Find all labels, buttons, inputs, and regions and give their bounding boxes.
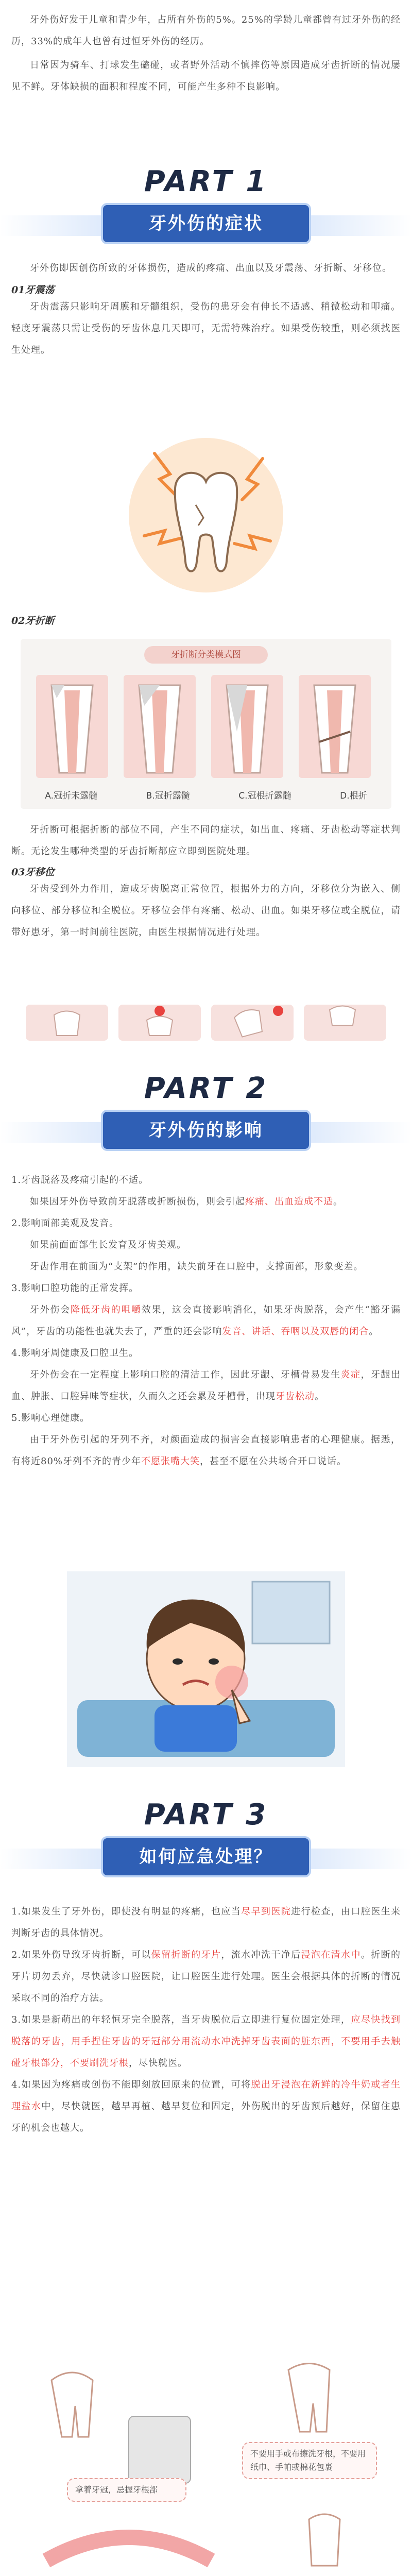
displacement-illustration-strip xyxy=(21,999,391,1046)
part1-paragraph-4: 牙齿受到外力作用，造成牙齿脱离正常位置，根据外力的方向，牙移位分为嵌入、侧向移位、部分移位和全脱位。牙移位会伴有疼痛、松动、出血。如果牙移位或全脱位，请带好患牙，第一时间前往医院，由医生根据情况进行处理。 xyxy=(11,884,401,938)
part3-title: 如何应急处理？ xyxy=(139,1846,273,1867)
part2-paragraph-3: 牙齿作用在前面为“支架”的作用，缺失前牙在口腔中，支撑面部，形象变差。 xyxy=(30,1261,364,1272)
part1-section xyxy=(0,258,412,361)
fracture-label-row xyxy=(21,788,391,801)
tip-no-wipe: 不要用手或布擦洗牙根，不要用纸巾、手帕或棉花包裹 xyxy=(242,2442,377,2479)
part2-label: PART 2 xyxy=(144,1072,268,1105)
part2-paragraph-4: 牙外伤会降低牙齿的咀嚼效果，这会直接影响消化，如果牙齿脱落，会产生“豁牙漏风”，牙齿的功能性也就失去了，严重的还会影响发音、讲话、吞咽以及双唇的闭合。 xyxy=(11,1304,401,1337)
part1-paragraph-1: 牙外伤即因创伤所致的牙体损伤，造成的疼痛、出血以及牙震荡、牙折断、牙移位。 xyxy=(30,263,392,274)
part2-paragraph-5: 牙外伤会在一定程度上影响口腔的清洁工作，因此牙龈、牙槽骨易发生炎症，牙龈出血、肿胀、口腔异味等症状，久而久之还会累及牙槽骨，出现牙齿松动。 xyxy=(11,1369,401,1402)
fracture-figure-title: 牙折断分类模式图 xyxy=(144,646,268,664)
part2-item-2: 2.影响面部美观及发音。 xyxy=(11,1218,119,1229)
intro-section xyxy=(0,9,412,98)
fracture-classification-figure xyxy=(21,639,391,809)
part3-paragraph-4: 4.如果因为疼痛或创伤不能即刻放回原来的位置，可将脱出牙浸泡在新鲜的冷牛奶或者生理盐水中，尽快就医，越早再植、越早复位和固定，外伤脱出的牙齿预后越好，保留住患牙的机会也越大。 xyxy=(11,2079,401,2133)
part2-item-4: 4.影响牙周健康及口腔卫生。 xyxy=(11,1348,139,1359)
part1-ribbon xyxy=(103,205,309,242)
part1-label: PART 1 xyxy=(144,165,268,198)
fracture-text-block xyxy=(0,819,412,943)
fracture-label-c: C.冠根折露髓 xyxy=(238,791,291,801)
fracture-heading-block xyxy=(0,613,412,627)
part1-paragraph-3: 牙折断可根据折断的部位不同，产生不同的症状，如出血、疼痛、牙齿松动等症状判断。无论发生哪种类型的牙齿折断都应立即到医院处理。 xyxy=(11,824,401,857)
part2-ribbon xyxy=(103,1112,309,1149)
part1-heading-concussion: 01牙震荡 xyxy=(11,284,55,296)
fracture-label-a: A.冠折未露髓 xyxy=(45,791,98,801)
part3-banner xyxy=(0,1788,412,1901)
boy-toothache-illustration xyxy=(67,1571,345,1767)
part3-paragraph-3: 3.如果是新萌出的年轻恒牙完全脱落，当牙齿脱位后立即进行复位固定处理，应尽快找到脱落的牙齿，用手捏住牙齿的牙冠部分用流动水冲洗掉牙齿表面的脏东西，不要用手去触碰牙根部分，不要刷洗牙根，尽快就医。 xyxy=(11,2014,401,2069)
intro-paragraph-1: 牙外伤好发于儿童和青少年，占所有外伤的5%。25%的学龄儿童都曾有过牙外伤的经历，33%的成年人也曾有过恒牙外伤的经历。 xyxy=(11,14,401,47)
fracture-label-b: B.冠折露髓 xyxy=(146,791,190,801)
part1-title: 牙外伤的症状 xyxy=(149,213,263,234)
fracture-label-d: D.根折 xyxy=(340,791,367,801)
part2-section xyxy=(0,1170,412,1472)
tooth-diagram-a xyxy=(36,675,108,778)
part2-item-5: 5.影响心理健康。 xyxy=(11,1413,90,1423)
part2-paragraph-6: 由于牙外伤引起的牙列不齐，对颜面造成的损害会直接影响患者的心理健康。据悉，有将近80%牙列不齐的青少年不愿张嘴大笑，甚至不愿在公共场合开口说话。 xyxy=(11,1434,401,1467)
part2-title: 牙外伤的影响 xyxy=(149,1120,263,1141)
tooth-diagram-b xyxy=(124,675,196,778)
intro-paragraph-2: 日常因为骑车、打球发生磕碰，或者野外活动不慎摔伤等原因造成牙齿折断的情况屡见不鲜。牙体缺损的面积和程度不同，可能产生多种不良影响。 xyxy=(11,60,401,92)
tip-hold-crown: 拿着牙冠，忌握牙根部 xyxy=(67,2478,186,2502)
part1-paragraph-2: 牙齿震荡只影响牙周膜和牙髓组织，受伤的患牙会有伸长不适感、稍微松动和叩痛。轻度牙震荡只需让受伤的牙齿休息几天即可，无需特殊治疗。如果受伤较重，则必须找医生处理。 xyxy=(11,301,401,355)
part3-ribbon xyxy=(103,1838,309,1875)
first-aid-tips-infographic xyxy=(21,2349,391,2576)
part3-paragraph-2: 2.如果外伤导致牙齿折断，可以保留折断的牙片，流水冲洗干净后浸泡在清水中。折断的牙片切勿丢弃，尽快就诊口腔医院，让口腔医生进行处理。医生会根据具体的折断的情况采取不同的治疗方法。 xyxy=(11,1950,401,2004)
part1-heading-displacement: 03牙移位 xyxy=(11,867,55,878)
part1-heading-fracture: 02牙折断 xyxy=(11,615,55,626)
part1-banner xyxy=(0,155,412,268)
part2-item-1: 1.牙齿脱落及疼痛引起的不适。 xyxy=(11,1175,149,1185)
tooth-diagram-d xyxy=(299,675,371,778)
part2-item-3: 3.影响口腔功能的正常发挥。 xyxy=(11,1283,139,1294)
part3-paragraph-1: 1.如果发生了牙外伤，即使没有明显的疼痛，也应当尽早到医院进行检查，由口腔医生来判断牙齿的具体情况。 xyxy=(11,1906,401,1939)
part2-paragraph-1: 如果因牙外伤导致前牙脱落或折断损伤，则会引起疼痛、出血造成不适。 xyxy=(30,1196,343,1207)
tooth-pain-illustration xyxy=(124,433,288,598)
part2-banner xyxy=(0,1061,412,1175)
part3-label: PART 3 xyxy=(144,1798,268,1832)
part3-section xyxy=(0,1901,412,2139)
tooth-diagram-c xyxy=(211,675,283,778)
part2-paragraph-2: 如果前面面部生长发育及牙齿美观。 xyxy=(30,1240,186,1250)
